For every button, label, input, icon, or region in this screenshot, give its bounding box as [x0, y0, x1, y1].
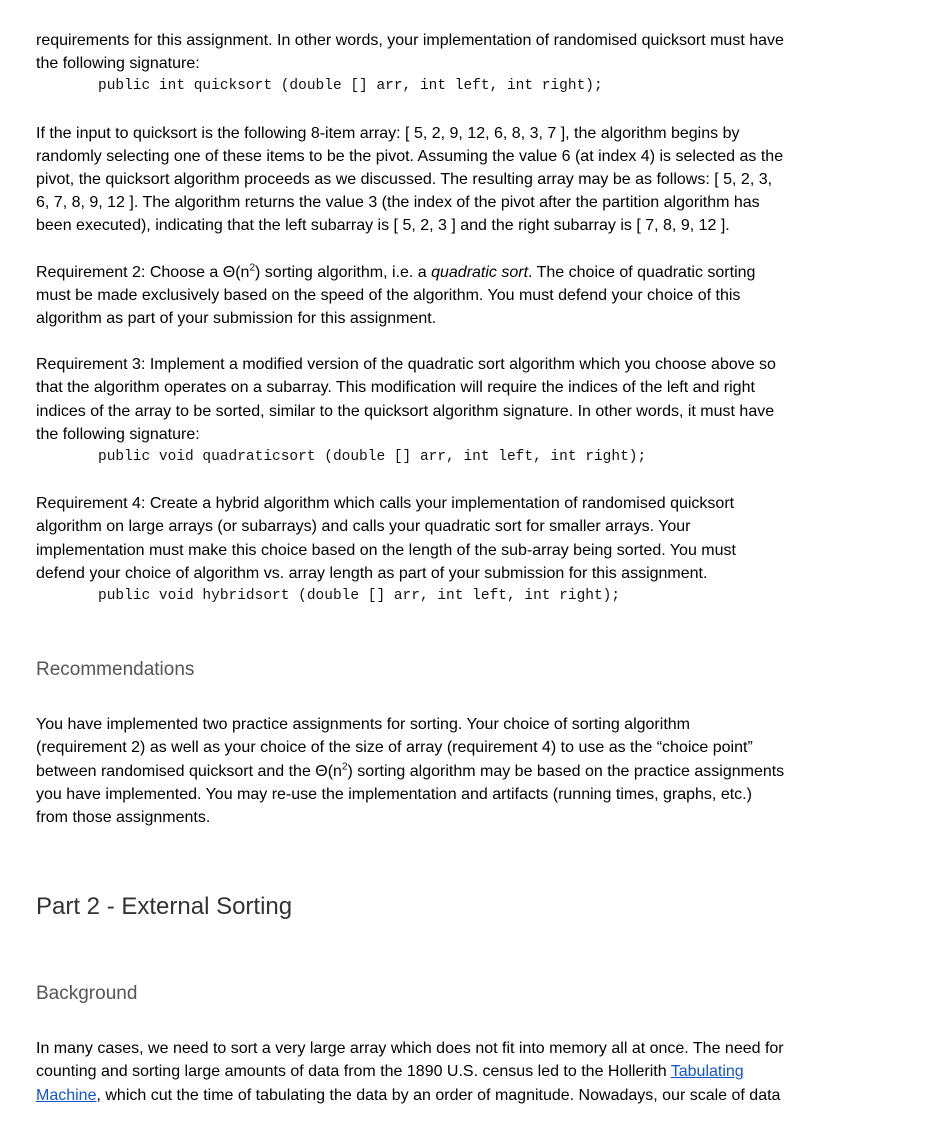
quicksort-signature: public int quicksort (double [] arr, int left, int right); [98, 78, 603, 95]
tabulating-machine-link-continued[interactable]: Machine [36, 1086, 97, 1104]
background-paragraph: In many cases, we need to sort a very large array which does not fit into memory all at once. The need for counting and sorting large amounts of data from the 1890 U.S. census led to the Hollerith Tabulating Machine, which cut the time of tabulating the data by an order of magnitude. Nowadays, our scale of data [36, 1040, 784, 1104]
document-page [36, 29, 856, 1107]
recommendations-paragraph: You have implemented two practice assignments for sorting. Your choice of sorting algorithm (requirement 2) as well as your choice of the size of array (requirement 4) to use as the “choice point” between randomised quicksort and the $\Theta(n^2)$ sorting algorithm may be based on the practice assignments you have implemented. You may re-use the implementation and artifacts (running times, graphs, etc.) from those assignments. [36, 716, 785, 827]
quadraticsort-signature: public void quadraticsort (double [] arr, int left, int right); [98, 449, 647, 466]
background-heading: Background [36, 983, 138, 1005]
recommendations-heading: Recommendations [36, 659, 195, 681]
requirement-2-paragraph: Requirement 2: Choose a $\Theta(n^2)$ sorting algorithm, i.e. a quadratic sort. The choice of quadratic sorting must be made exclusively based on the speed of the algorithm. You must defend your choice of this algorithm as part of your submission for this assignment. [36, 262, 756, 328]
requirement-4-paragraph: Requirement 4: Create a hybrid algorithm which calls your implementation of randomised quicksort algorithm on large arrays (or subarrays) and calls your quadratic sort for smaller arrays. Your implementation must make this choice based on the length of the sub-array being sorted. You must defend your choice of algorithm vs. array length as part of your submission for this assignment. [36, 495, 736, 582]
example-paragraph: If the input to quicksort is the following 8-item array: [ 5, 2, 9, 12, 6, 8, 3, 7 ], the algorithm begins by randomly selecting one of these items to be the pivot. Assuming the value 6 (at index 4) is selected as the pivot, the quicksort algorithm proceeds as we discussed. The resulting array may be as follows: [ 5, 2, 3, 6, 7, 8, 9, 12 ]. The algorithm returns the value 3 (the index of the pivot after the partition algorithm has been executed), indicating that the left subarray is [ 5, 2, 3 ] and the right subarray is [ 7, 8, 9, 12 ]. [36, 124, 784, 235]
part-2-heading: Part 2 - External Sorting [36, 893, 293, 921]
intro-text: requirements for this assignment. In other words, your implementation of randomised quicksort must have the following signature: [36, 32, 784, 73]
hybridsort-signature: public void hybridsort (double [] arr, int left, int right); [98, 588, 621, 605]
tabulating-machine-link[interactable]: Tabulating [670, 1063, 744, 1081]
requirement-3-paragraph: Requirement 3: Implement a modified version of the quadratic sort algorithm which you choose above so that the algorithm operates on a subarray. This modification will require the indices of the left and right indices of the array to be sorted, similar to the quicksort algorithm signature. In other words, it must have the following signature: [36, 356, 776, 443]
